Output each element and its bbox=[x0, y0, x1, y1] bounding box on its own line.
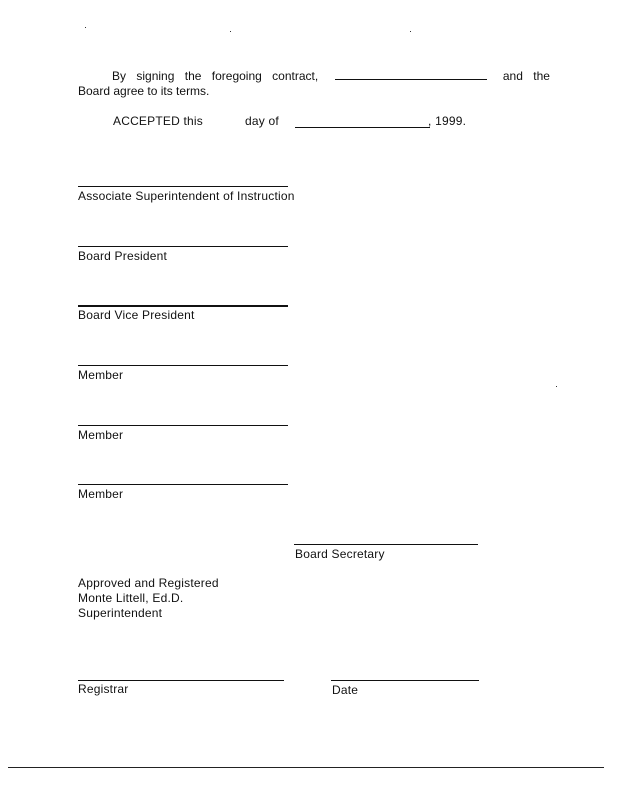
member-3-label: Member bbox=[78, 487, 124, 501]
date-line[interactable] bbox=[331, 680, 479, 681]
board-secretary-label: Board Secretary bbox=[295, 547, 385, 561]
month-blank[interactable] bbox=[295, 127, 430, 128]
word: contract, bbox=[272, 69, 319, 83]
member-1-label: Member bbox=[78, 368, 124, 382]
word: foregoing bbox=[211, 69, 262, 83]
member-1-signature-line[interactable] bbox=[78, 365, 288, 366]
agreement-line-1 bbox=[78, 69, 550, 83]
board-vice-president-label: Board Vice President bbox=[78, 308, 195, 322]
word: By bbox=[112, 69, 127, 83]
accepted-this-label: ACCEPTED this bbox=[113, 114, 203, 128]
board-president-signature-line[interactable] bbox=[78, 246, 288, 247]
contract-party-blank[interactable] bbox=[335, 69, 487, 80]
member-2-label: Member bbox=[78, 428, 124, 442]
superintendent-title: Superintendent bbox=[78, 606, 163, 620]
scan-speck bbox=[410, 31, 411, 32]
board-president-label: Board President bbox=[78, 249, 168, 263]
registrar-signature-line[interactable] bbox=[78, 680, 284, 681]
superintendent-name: Monte Littell, Ed.D. bbox=[78, 591, 184, 605]
assoc-superintendent-signature-line[interactable] bbox=[78, 186, 288, 187]
scan-speck bbox=[85, 27, 86, 28]
scan-speck bbox=[556, 386, 557, 387]
member-3-signature-line[interactable] bbox=[78, 484, 288, 485]
word: signing bbox=[136, 69, 175, 83]
board-vice-president-signature-line[interactable] bbox=[78, 305, 288, 307]
scan-speck bbox=[230, 31, 231, 32]
board-secretary-signature-line[interactable] bbox=[294, 544, 478, 545]
day-of-label: day of bbox=[245, 114, 279, 128]
assoc-superintendent-label: Associate Superintendent of Instruction bbox=[78, 189, 295, 203]
date-label: Date bbox=[332, 683, 359, 697]
approved-registered-text: Approved and Registered bbox=[78, 576, 219, 590]
page-bottom-rule bbox=[8, 767, 604, 768]
agreement-line-2: Board agree to its terms. bbox=[78, 84, 210, 98]
registrar-label: Registrar bbox=[78, 682, 129, 696]
word: the bbox=[184, 69, 202, 83]
word: and bbox=[502, 69, 523, 83]
word: the bbox=[533, 69, 550, 83]
member-2-signature-line[interactable] bbox=[78, 425, 288, 426]
year-label: , 1999. bbox=[428, 114, 467, 128]
agreement-paragraph bbox=[78, 69, 550, 98]
